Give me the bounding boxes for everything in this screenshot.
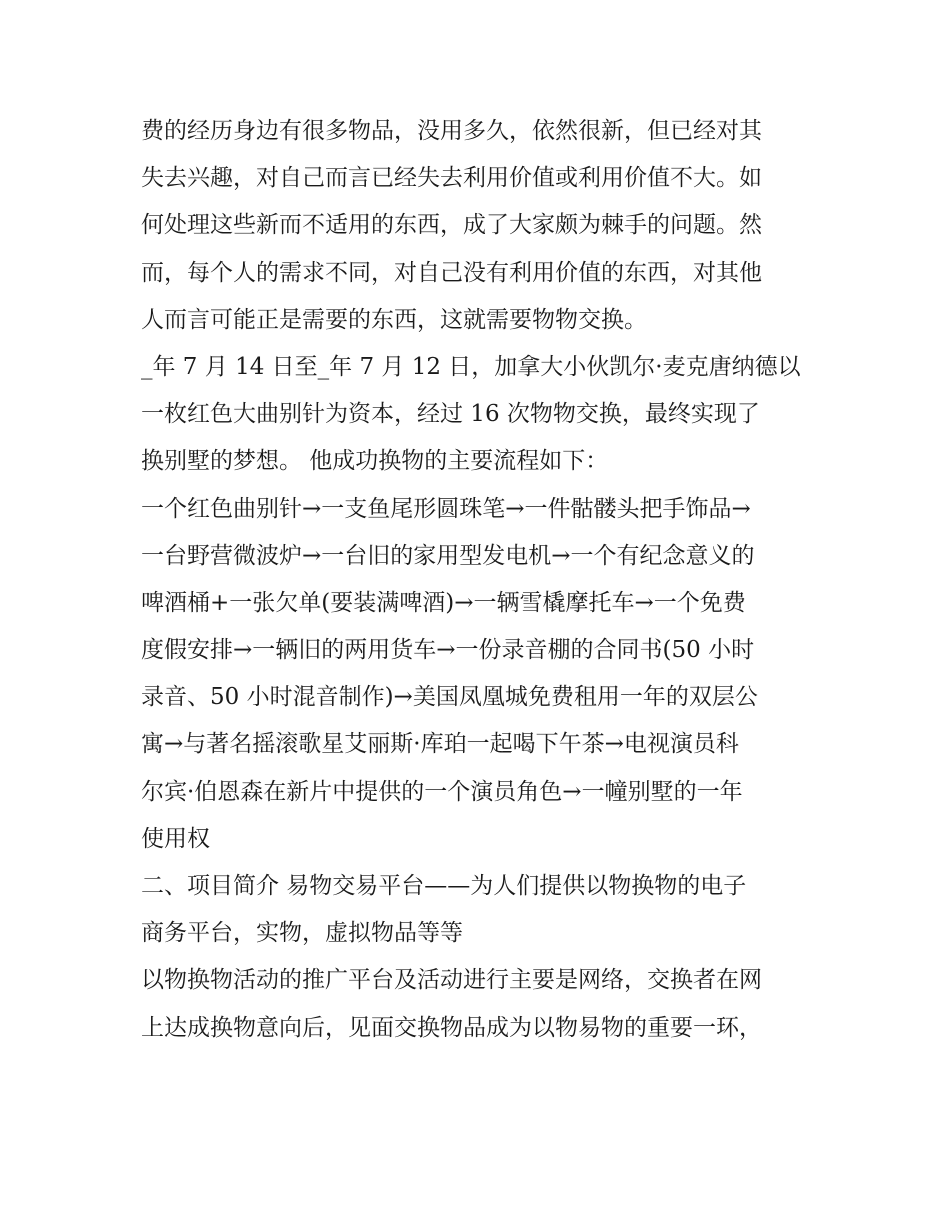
text-line: 使用权 [141, 825, 210, 852]
text-line: 而，每个人的需求不同，对自己没有利用价值的东西，对其他 [141, 259, 762, 286]
text-line: 换别墅的梦想。 他成功换物的主要流程如下： [141, 448, 609, 475]
text-line: _年 7 月 14 日至_年 7 月 12 日，加拿大小伙凯尔·麦克唐纳德以 [141, 353, 801, 380]
text-line: 失去兴趣，对自己而言已经失去利用价值或利用价值不大。如 [141, 165, 762, 192]
text-line: 尔宾·伯恩森在新片中提供的一个演员角色→一幢别墅的一年 [141, 778, 743, 805]
text-line: 一个红色曲别针→一支鱼尾形圆珠笔→一件骷髅头把手饰品→ [141, 495, 751, 522]
text-line: 录音、50 小时混音制作)→美国凤凰城免费租用一年的双层公 [141, 684, 758, 711]
text-line: 费的经历身边有很多物品，没用多久，依然很新，但已经对其 [141, 118, 762, 144]
text-line: 商务平台，实物，虚拟物品等等 [141, 920, 463, 947]
text-line: 寓→与著名摇滚歌星艾丽斯·库珀一起喝下午茶→电视演员科 [141, 731, 739, 758]
text-line: 度假安排→一辆旧的两用货车→一份录音棚的合同书(50 小时 [141, 637, 755, 664]
section-heading-line: 二、项目简介 易物交易平台——为人们提供以物换物的电子 [141, 873, 747, 899]
text-line: 一枚红色大曲别针为资本，经过 16 次物物交换，最终实现了 [141, 401, 760, 428]
document-body [141, 108, 821, 1052]
text-line: 以物换物活动的推广平台及活动进行主要是网络，交换者在网 [141, 967, 762, 994]
text-line: 何处理这些新而不适用的东西，成了大家颇为棘手的问题。然 [141, 212, 762, 239]
text-line: 上达成换物意向后，见面交换物品成为以物易物的重要一环， [141, 1014, 762, 1041]
text-line: 一台野营微波炉→一台旧的家用型发电机→一个有纪念意义的 [141, 542, 755, 569]
text-line: 啤酒桶+一张欠单(要装满啤酒)→一辆雪橇摩托车→一个免费 [141, 589, 746, 616]
text-line: 人而言可能正是需要的东西，这就需要物物交换。 [141, 306, 647, 333]
